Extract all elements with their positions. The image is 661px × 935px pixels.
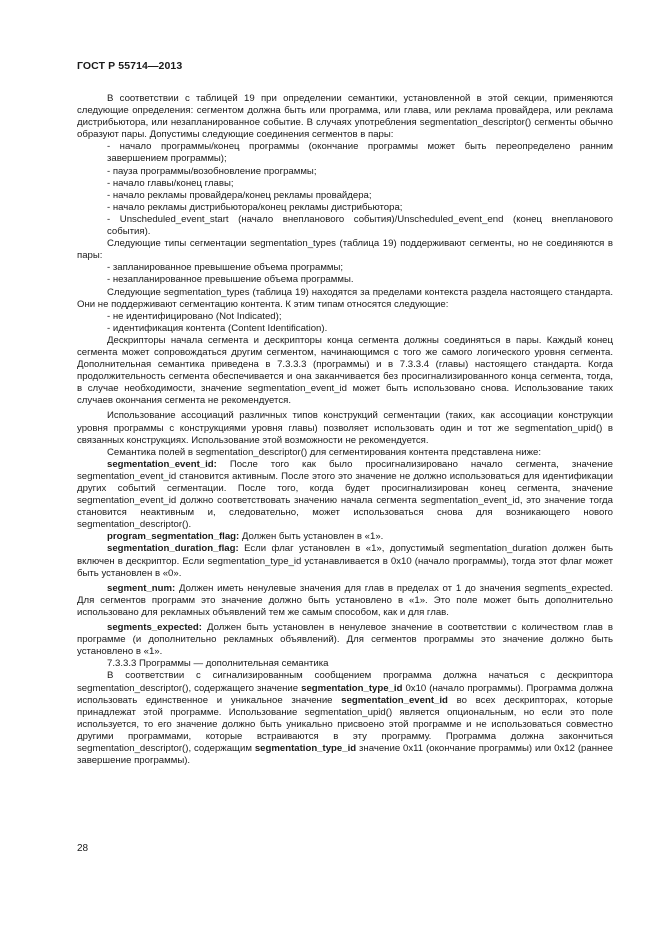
list-item: - идентификация контента (Content Identification).	[107, 322, 328, 334]
paragraph: В соответствии с таблицей 19 при определении семантики, установленной в этой секции, применяются следующие определения: сегментом должна быть или программа, или глава, или реклама провайдера, или реклама дистрибьютора, или незапланированное событие. В случаях употребления segmentation_descriptor() сегменты обычно образуют пары. Допустимы следующие соединения сегментов в пары:	[77, 93, 613, 141]
page-number: 28	[77, 843, 89, 854]
document-header: ГОСТ Р 55714—2013	[77, 60, 183, 72]
paragraph: 7.3.3.3 Программы — дополнительная семантика	[107, 658, 329, 670]
list-item: - начало главы/конец главы;	[107, 177, 234, 189]
list-item: - начало рекламы дистрибьютора/конец рекламы дистрибьютора;	[107, 201, 403, 213]
list-item: - начало рекламы провайдера/конец рекламы провайдера;	[107, 189, 372, 201]
paragraph: В соответствии с сигнализированным сообщением программа должна начаться с дескриптора segmentation_descriptor(), содержащего значение segmentation_type_id 0x10 (начало программы). Программа должна использовать единственное и уникальное значение segmentation_event_id во всех дескрипторах, которые принадлежат этой программе. Использование segmentation_upid() является опциональным, но если это поле используется, то его значение должно быть уникально присвоено этой программе и не использоваться совместно другими программами, которые встраиваются в эту программу. Программа должна закончиться segmentation_descriptor(), содержащим segmentation_type_id значение 0x11 (окончание программы) или 0x12 (раннее завершение программы).	[77, 670, 613, 767]
list-item: - начало программы/конец программы (окончание программы может быть переопределено ранним завершением программы);	[107, 141, 613, 165]
list-item: - запланированное превышение объема программы;	[107, 262, 344, 274]
paragraph: segmentation_duration_flag: Если флаг установлен в «1», допустимый segmentation_duration должен быть включен в дескриптор. Если segmentation_type_id устанавливается в 0x10 (начало программы), тогда этот флаг может быть установлен в «0».	[77, 543, 613, 579]
paragraph: program_segmentation_flag: Должен быть установлен в «1».	[107, 531, 384, 543]
paragraph: segmentation_event_id: После того как было просигнализировано начало сегмента, значение segmentation_event_id становится активным. После этого это значение не должно использоваться для идентификации других событий сегментации. После того, когда будет просигнализирован конец сегмента, значение segmentation_event_id должно соответствовать значению начала сегмента segmentation_event_id, это значение тогда становится неактивным и, следовательно, может использоваться снова для возникающего нового segmentation_descriptor().	[77, 458, 613, 531]
list-item: - пауза программы/возобновление программы;	[107, 165, 317, 177]
paragraph: Дескрипторы начала сегмента и дескрипторы конца сегмента должны соединяться в пары. Каждый конец сегмента может сопровождаться другим сегментом, начинающимся с того же самого логического уровня сегмента. Дополнительная семантика приведена в 7.3.3.3 (программы) и в 7.3.3.4 (главы) настоящего стандарта. Когда продолжительность сегмента обеспечивается и она заканчивается без просигнализированного конца сегмента, тогда, в случае необходимости, значение segmentation_event_id может быть использовано снова. Использование таких случаев окончания сегмента не рекомендуется.	[77, 334, 613, 407]
list-item: - Unscheduled_event_start (начало внепланового события)/Unscheduled_event_end (конец внепланового события).	[107, 213, 613, 238]
paragraph: segment_num: Должен иметь ненулевые значения для глав в пределах от 1 до значения segments_expected. Для сегментов программ это значение должно быть установлено в «1». Это поле может быть дополнительно использовано для рекламных объявлений тем же самым способом, как и для глав.	[77, 582, 613, 618]
list-item: - незапланированное превышение объема программы.	[107, 274, 354, 286]
list-item: - не идентифицировано (Not Indicated);	[107, 310, 282, 322]
paragraph: segments_expected: Должен быть установлен в ненулевое значение в соответствии с количеством глав в программе (и дополнительно рекламных объявлений). Для сегментов программы это значение должно быть установлено в «1».	[77, 622, 613, 658]
paragraph: Следующие segmentation_types (таблица 19) находятся за пределами контекста раздела настоящего стандарта. Они не поддерживают сегментацию контента. К этим типам относятся следующие:	[77, 286, 613, 310]
paragraph: Семантика полей в segmentation_descriptor() для сегментирования контента представлена ниже:	[107, 446, 541, 458]
paragraph: Следующие типы сегментации segmentation_types (таблица 19) поддерживают сегменты, но не соединяются в пары:	[77, 238, 613, 262]
paragraph: Использование ассоциаций различных типов конструкций сегментации (таких, как ассоциации конструкции уровня программы с конструкциями уровня главы) позволяет использовать один и тот же segmentation_upid() в связанных конструкциях. Использование этой возможности не рекомендуется.	[77, 410, 613, 446]
document-body	[77, 93, 613, 767]
